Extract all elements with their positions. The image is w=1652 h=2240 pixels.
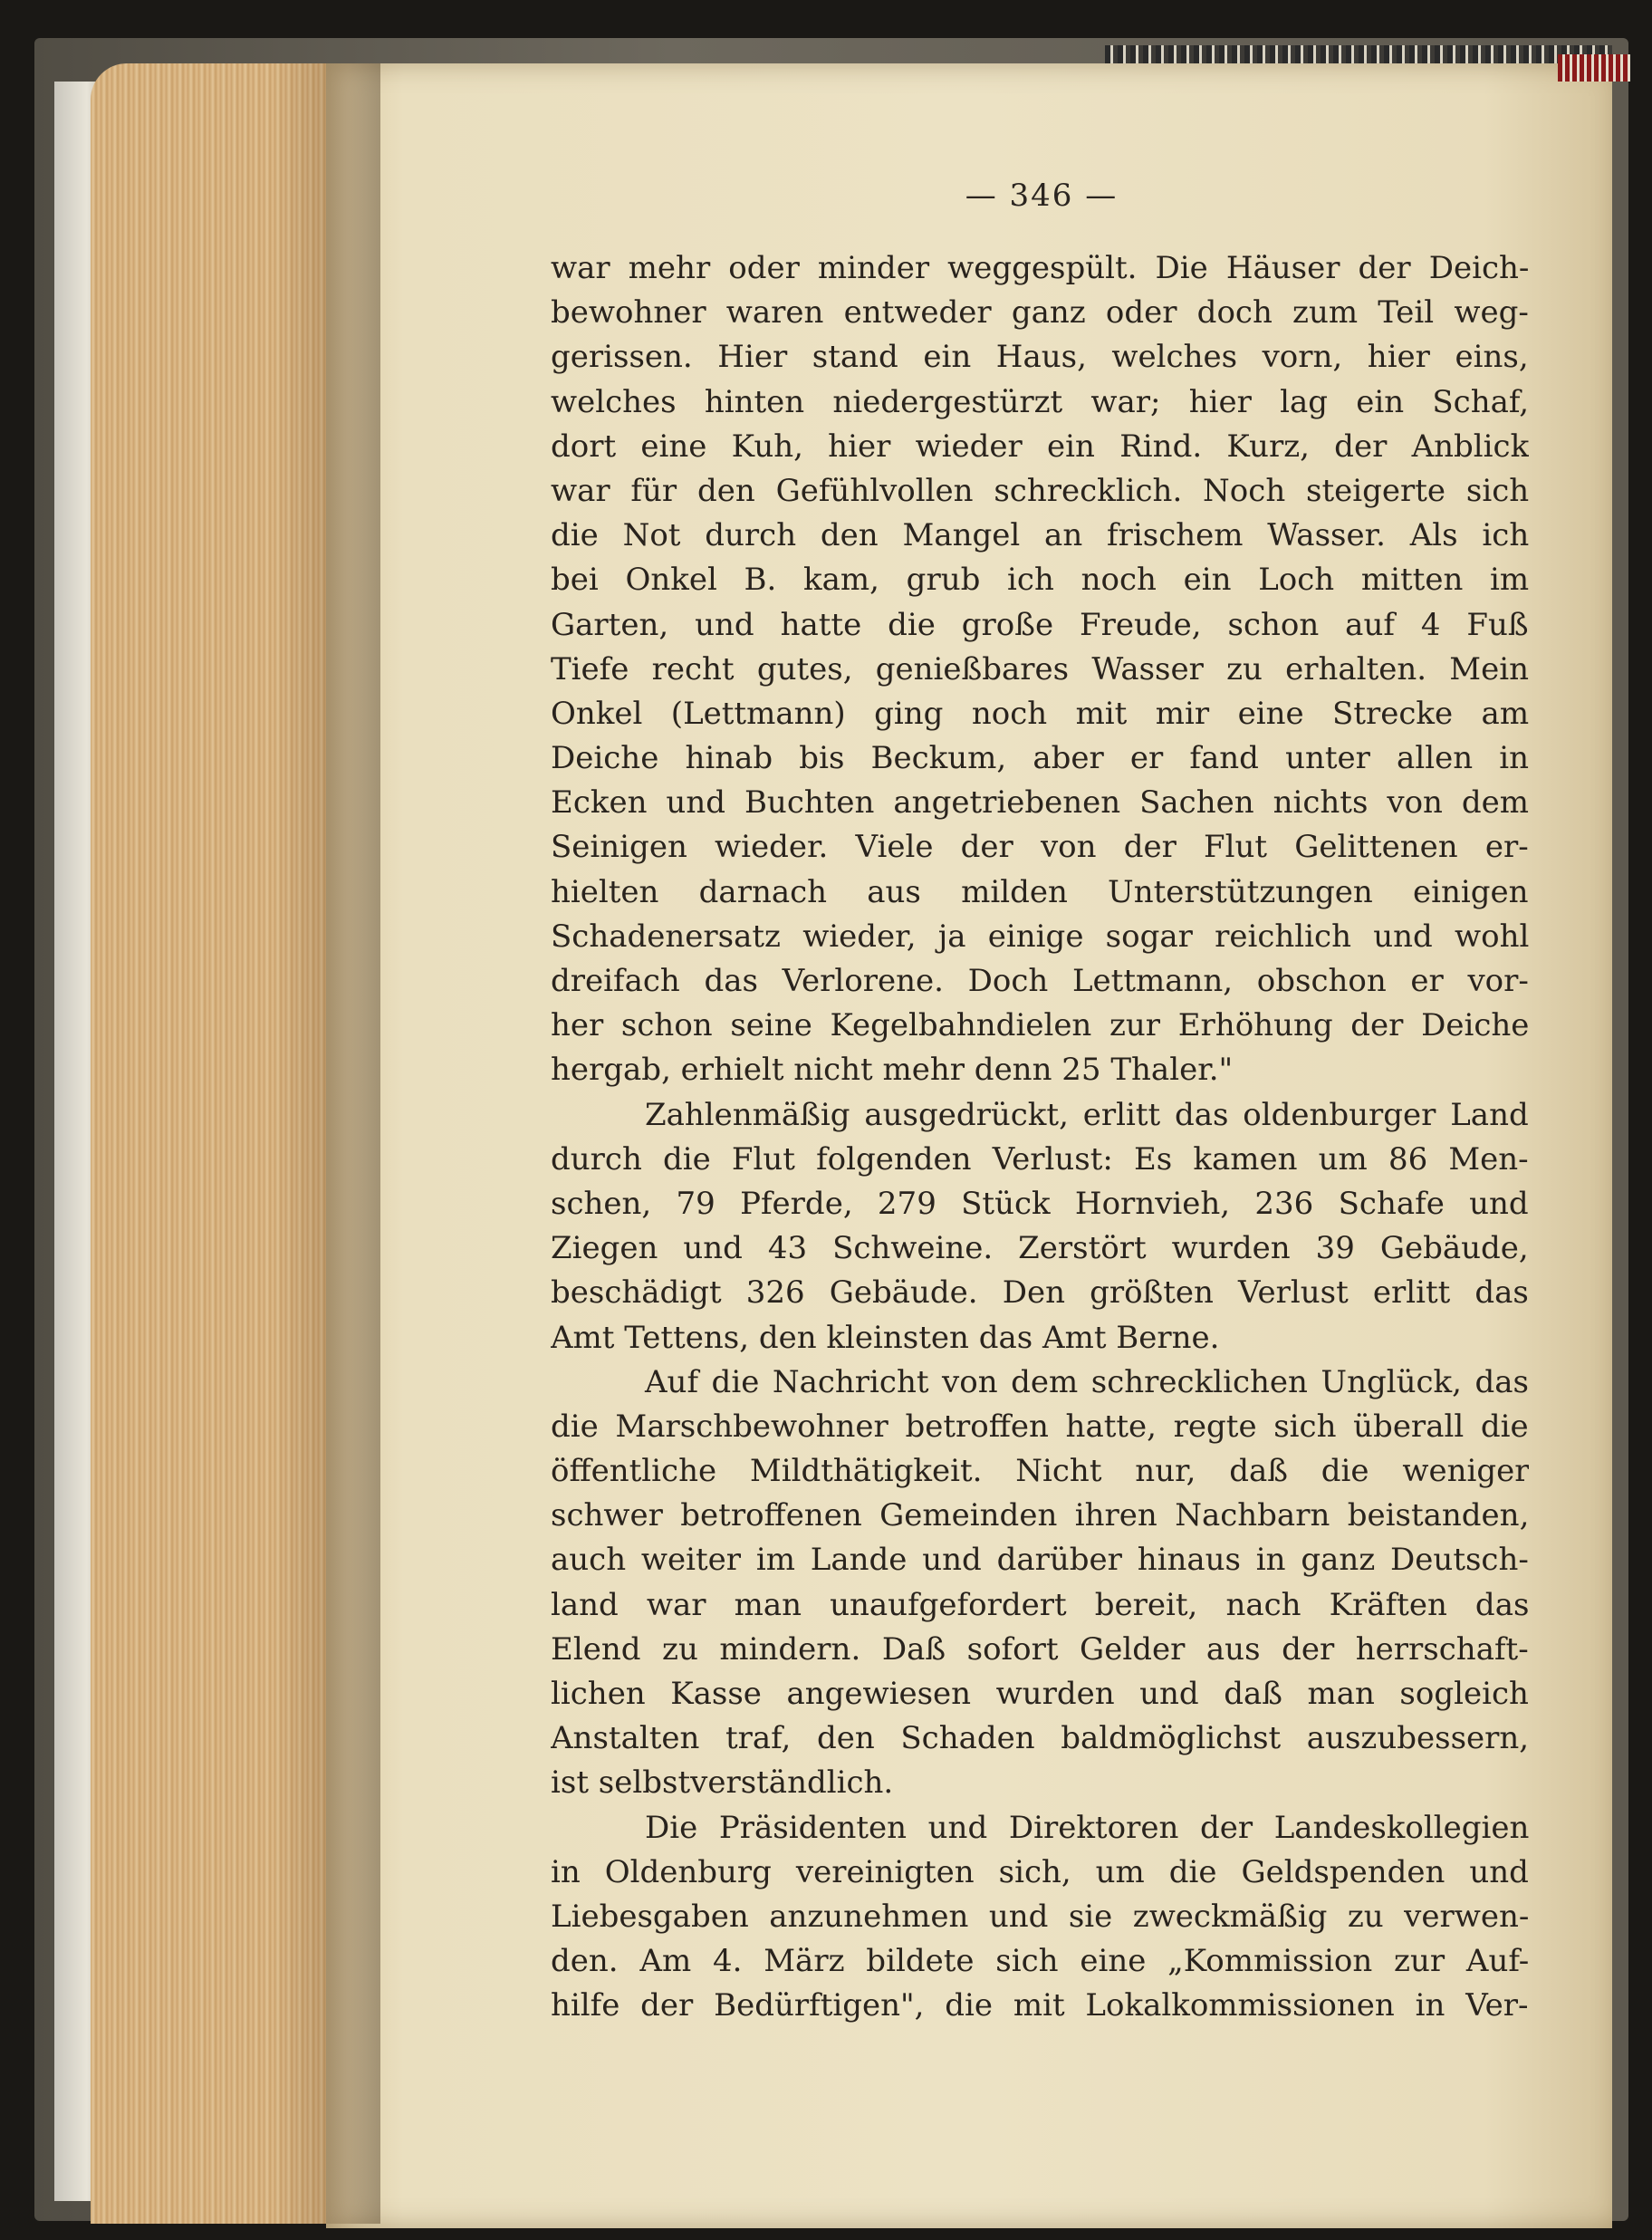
text-line-content: Anstalten traf, den Schaden baldmöglichst auszubessern, [551, 1720, 1529, 1757]
body-text [551, 246, 1529, 2029]
text-line-content: Zahlenmäßig ausgedrückt, erlitt das oldenburger Land [645, 1096, 1529, 1133]
text-line-content: Ecken und Buchten angetriebenen Sachen nichts von dem [551, 784, 1529, 822]
text-line-content: Onkel (Lettmann) ging noch mit mir eine Strecke am [551, 695, 1529, 732]
text-line-content: Garten, und hatte die große Freude, schon auf 4 Fuß [551, 606, 1529, 643]
text-line [551, 736, 1529, 781]
text-line [551, 1895, 1529, 1939]
text-line-content: war für den Gefühlvollen schrecklich. Noch steigerte sich [551, 472, 1529, 509]
text-line [551, 1004, 1529, 1048]
text-line-content: hielten darnach aus milden Unterstützungen einigen [551, 873, 1529, 910]
text-line [551, 1672, 1529, 1716]
text-line [551, 1851, 1529, 1895]
text-line [551, 1226, 1529, 1271]
text-line-content: beschädigt 326 Gebäude. Den größten Verlust erlitt das [551, 1274, 1529, 1312]
text-line-content: auch weiter im Lande und darüber hinaus in ganz Deutsch- [551, 1542, 1529, 1579]
text-line [551, 469, 1529, 514]
text-line-content: Schadenersatz wieder, ja einige sogar reichlich und wohl [551, 918, 1529, 955]
text-line [551, 1538, 1529, 1582]
text-line-content: war mehr oder minder weggespült. Die Häuser der Deich- [551, 250, 1529, 286]
text-line-content: welches hinten niedergestürzt war; hier lag ein Schaf, [551, 383, 1529, 420]
text-line [551, 1761, 1529, 1805]
text-line [551, 1138, 1529, 1182]
text-line-content: land war man unaufgefordert bereit, nach Kräften das [551, 1586, 1529, 1623]
text-line [551, 1583, 1529, 1628]
text-line [551, 870, 1529, 915]
text-line-content: in Oldenburg vereinigten sich, um die Geldspenden und [551, 1853, 1529, 1890]
text-line-content: bei Onkel B. kam, grub ich noch ein Loch mitten im [551, 562, 1529, 599]
text-line [551, 1628, 1529, 1672]
text-line [551, 425, 1529, 469]
text-line [551, 1093, 1529, 1138]
text-line-content: Seinigen wieder. Viele der von der Flut Gelittenen er- [551, 829, 1529, 866]
bookmark-ribbon [1558, 54, 1630, 82]
text-line [551, 781, 1529, 825]
text-line-content: Auf die Nachricht von dem schrecklichen Unglück, das [645, 1363, 1529, 1400]
text-line [551, 1360, 1529, 1405]
text-line [551, 1449, 1529, 1494]
text-line-content: Deiche hinab bis Beckum, aber er fand unter allen in [551, 740, 1529, 777]
text-line-content: die Marschbewohner betroffen hatte, regte sich überall die [551, 1408, 1529, 1445]
text-line [551, 558, 1529, 602]
text-line-content: dreifach das Verlorene. Doch Lettmann, obschon er vor- [551, 963, 1529, 999]
text-line [551, 1316, 1529, 1360]
text-line [551, 1271, 1529, 1315]
text-line-content: schwer betroffenen Gemeinden ihren Nachbarn beistanden, [551, 1497, 1529, 1534]
text-line [551, 1806, 1529, 1851]
text-line [551, 1939, 1529, 1984]
text-line-content: hilfe der Bedürftigen", die mit Lokalkommissionen in Ver- [551, 1987, 1529, 2024]
text-line-content: die Not durch den Mangel an frischem Wasser. Als ich [551, 517, 1529, 554]
text-line [551, 1405, 1529, 1449]
text-line [551, 1984, 1529, 2028]
text-line [551, 1182, 1529, 1226]
text-line [551, 825, 1529, 870]
text-line-content: lichen Kasse angewiesen wurden und daß man sogleich [551, 1676, 1529, 1712]
text-line-content: den. Am 4. März bildete sich eine „Kommission zur Auf- [551, 1943, 1529, 1980]
gutter-shadow [272, 63, 380, 2224]
text-line-content: Elend zu mindern. Daß sofort Gelder aus der herrschaft- [551, 1630, 1529, 1668]
text-line [551, 959, 1529, 1004]
headband [1105, 45, 1612, 63]
text-line [551, 648, 1529, 692]
text-line [551, 1494, 1529, 1538]
text-line [551, 380, 1529, 425]
text-line-content: durch die Flut folgenden Verlust: Es kamen um 86 Men- [551, 1140, 1529, 1178]
text-line-content: Ziegen und 43 Schweine. Zerstört wurden 39 Gebäude, [551, 1230, 1529, 1267]
text-line [551, 692, 1529, 736]
text-line [551, 1716, 1529, 1761]
text-line-content: ist selbstverständlich. [551, 1764, 894, 1802]
text-line [551, 291, 1529, 335]
text-line [551, 603, 1529, 648]
text-line-content: Tiefe recht gutes, genießbares Wasser zu erhalten. Mein [551, 650, 1529, 687]
text-line [551, 1048, 1529, 1092]
text-line [551, 335, 1529, 380]
text-line-content: bewohner waren entweder ganz oder doch zum Teil weg- [551, 294, 1529, 332]
text-line-content: Liebesgaben anzunehmen und sie zweckmäßig zu verwen- [551, 1898, 1529, 1935]
text-line [551, 514, 1529, 558]
text-line-content: Amt Tettens, den kleinsten das Amt Berne. [551, 1319, 1220, 1356]
text-line [551, 246, 1529, 291]
text-line-content: dort eine Kuh, hier wieder ein Rind. Kurz, der Anblick [551, 428, 1529, 465]
page-number: — 346 — [965, 178, 1119, 214]
text-line-content: gerissen. Hier stand ein Haus, welches vorn, hier eins, [551, 339, 1529, 376]
text-line [551, 915, 1529, 959]
text-line-content: schen, 79 Pferde, 279 Stück Hornvieh, 236 Schafe und [551, 1185, 1529, 1222]
text-line-content: hergab, erhielt nicht mehr denn 25 Thaler." [551, 1052, 1234, 1089]
text-line-content: her schon seine Kegelbahndielen zur Erhöhung der Deiche [551, 1007, 1529, 1044]
text-line-content: öffentliche Mildthätigkeit. Nicht nur, daß die weniger [551, 1453, 1529, 1490]
text-line-content: Die Präsidenten und Direktoren der Landeskollegien [645, 1809, 1529, 1846]
